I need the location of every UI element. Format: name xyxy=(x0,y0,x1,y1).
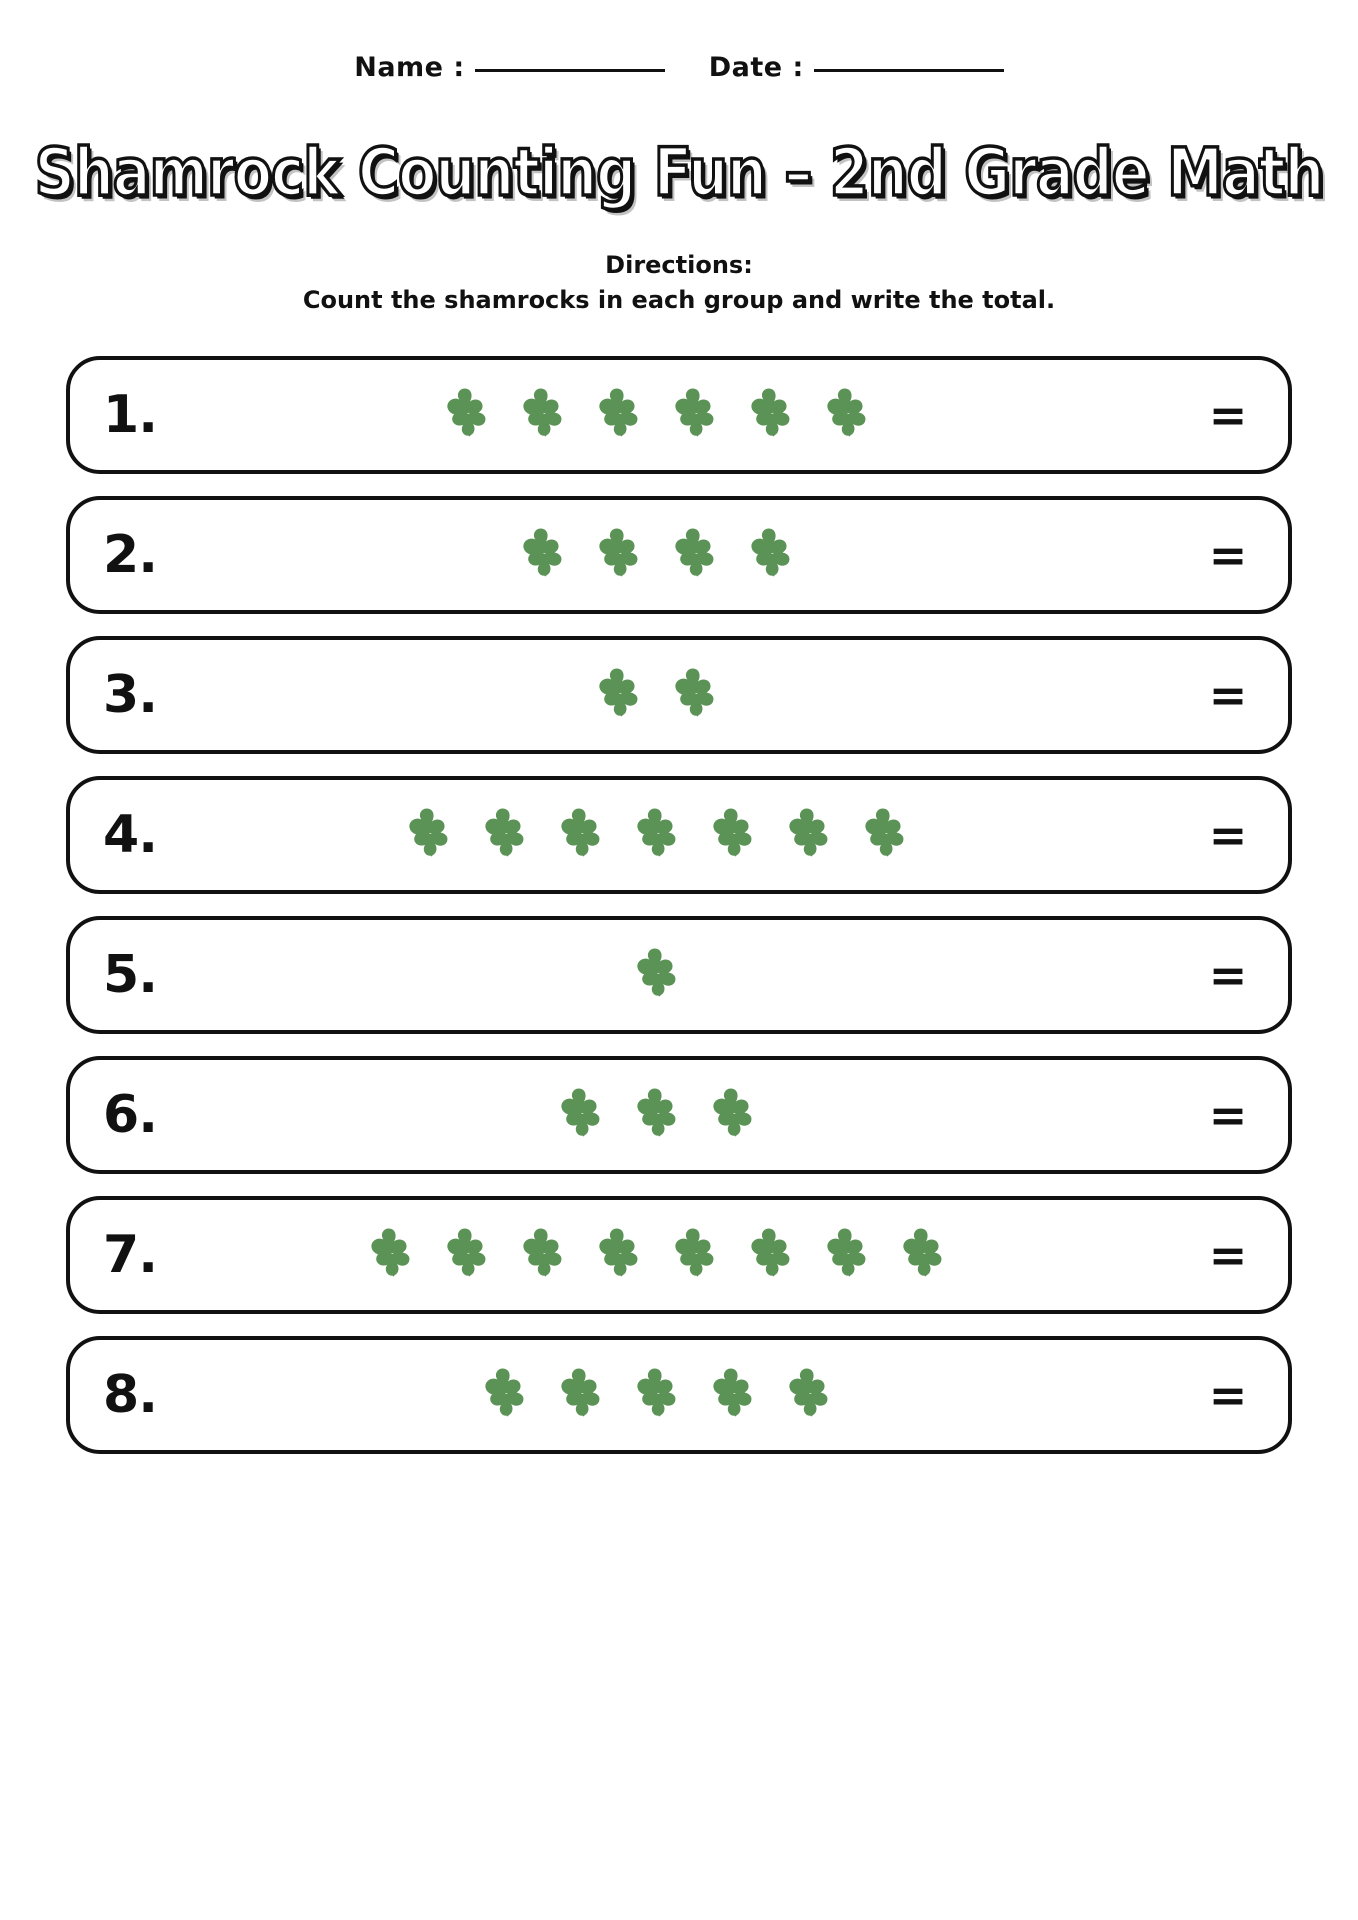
shamrock-icon xyxy=(628,944,690,1006)
shamrock-icon xyxy=(476,1364,538,1426)
shamrock-icon xyxy=(666,664,728,726)
shamrock-icon xyxy=(742,384,804,446)
shamrock-icon xyxy=(666,524,728,586)
shamrock-icon xyxy=(476,804,538,866)
shamrock-icon xyxy=(552,804,614,866)
shamrock-icon xyxy=(666,384,728,446)
shamrock-icon xyxy=(818,384,880,446)
shamrock-icon xyxy=(704,1084,766,1146)
problem-number: 8. xyxy=(103,1364,157,1425)
shamrock-group xyxy=(190,1084,1168,1146)
problem-list xyxy=(0,356,1358,1454)
problem-row xyxy=(66,1056,1292,1174)
shamrock-icon xyxy=(628,1364,690,1426)
problem-row xyxy=(66,356,1292,474)
name-date-header xyxy=(0,0,1358,83)
name-field[interactable] xyxy=(354,52,664,83)
name-label: Name : xyxy=(354,52,465,83)
problem-number: 1. xyxy=(103,384,157,445)
shamrock-group xyxy=(190,944,1168,1006)
problem-number: 6. xyxy=(103,1084,157,1145)
shamrock-icon xyxy=(818,1224,880,1286)
shamrock-icon xyxy=(704,804,766,866)
shamrock-icon xyxy=(666,1224,728,1286)
shamrock-icon xyxy=(780,1364,842,1426)
shamrock-group xyxy=(190,1364,1168,1426)
shamrock-icon xyxy=(552,1084,614,1146)
shamrock-group xyxy=(190,664,1168,726)
shamrock-icon xyxy=(780,804,842,866)
shamrock-icon xyxy=(704,1364,766,1426)
date-label: Date : xyxy=(708,52,804,83)
shamrock-icon xyxy=(400,804,462,866)
equals-sign: = xyxy=(1208,1087,1248,1142)
shamrock-icon xyxy=(894,1224,956,1286)
shamrock-icon xyxy=(590,664,652,726)
directions-heading: Directions: xyxy=(605,251,753,279)
problem-row xyxy=(66,1196,1292,1314)
shamrock-icon xyxy=(742,524,804,586)
problem-number: 7. xyxy=(103,1224,157,1285)
shamrock-group xyxy=(190,524,1168,586)
equals-sign: = xyxy=(1208,387,1248,442)
problem-number: 2. xyxy=(103,524,157,585)
date-writing-line[interactable] xyxy=(814,68,1004,72)
directions-block xyxy=(0,248,1358,318)
page-title: Shamrock Counting Fun – 2nd Grade Math xyxy=(34,135,1324,212)
problem-row xyxy=(66,636,1292,754)
date-field[interactable] xyxy=(709,52,1004,83)
problem-row xyxy=(66,916,1292,1034)
shamrock-icon xyxy=(514,1224,576,1286)
equals-sign: = xyxy=(1208,807,1248,862)
shamrock-group xyxy=(190,384,1168,446)
shamrock-group xyxy=(190,1224,1168,1286)
shamrock-icon xyxy=(514,384,576,446)
shamrock-icon xyxy=(590,524,652,586)
equals-sign: = xyxy=(1208,947,1248,1002)
problem-number: 4. xyxy=(103,804,157,865)
directions-text: Count the shamrocks in each group and write the total. xyxy=(302,285,1056,314)
problem-row xyxy=(66,776,1292,894)
shamrock-icon xyxy=(438,384,500,446)
name-writing-line[interactable] xyxy=(475,68,665,72)
shamrock-icon xyxy=(362,1224,424,1286)
shamrock-icon xyxy=(552,1364,614,1426)
problem-row xyxy=(66,1336,1292,1454)
problem-row xyxy=(66,496,1292,614)
problem-number: 3. xyxy=(103,664,157,725)
problem-number: 5. xyxy=(103,944,157,1005)
shamrock-icon xyxy=(628,804,690,866)
shamrock-icon xyxy=(590,384,652,446)
shamrock-icon xyxy=(742,1224,804,1286)
shamrock-icon xyxy=(514,524,576,586)
shamrock-icon xyxy=(590,1224,652,1286)
equals-sign: = xyxy=(1208,1367,1248,1422)
shamrock-icon xyxy=(628,1084,690,1146)
equals-sign: = xyxy=(1208,667,1248,722)
equals-sign: = xyxy=(1208,1227,1248,1282)
shamrock-icon xyxy=(856,804,918,866)
shamrock-icon xyxy=(438,1224,500,1286)
equals-sign: = xyxy=(1208,527,1248,582)
shamrock-group xyxy=(190,804,1168,866)
